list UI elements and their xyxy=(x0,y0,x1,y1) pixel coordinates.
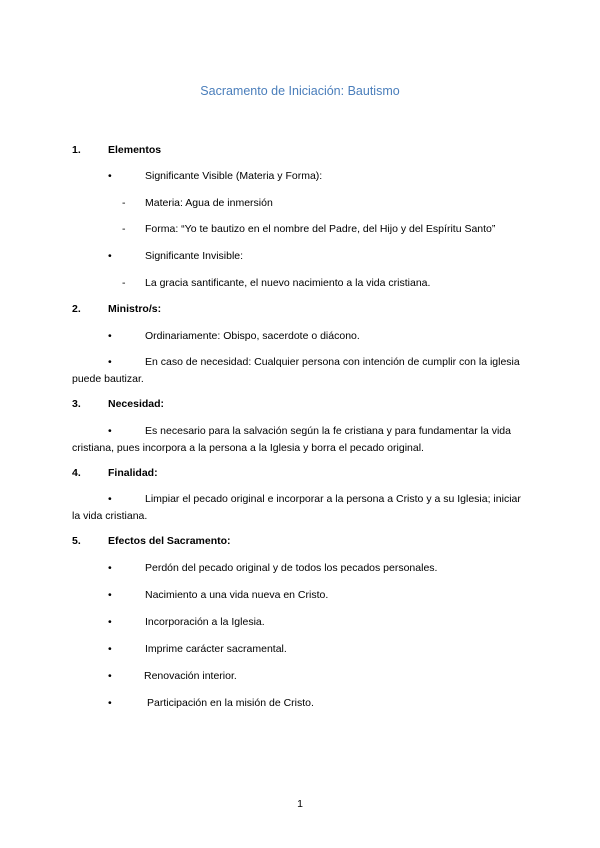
list-paragraph: En caso de necesidad: Cualquier persona con intención de cumplir con la iglesia puede bautizar. xyxy=(72,356,520,385)
bullet-marker: • xyxy=(108,670,112,682)
dash-marker: - xyxy=(122,197,126,209)
list-item: La gracia santificante, el nuevo nacimiento a la vida cristiana. xyxy=(145,277,431,289)
section-3-number: 3. xyxy=(72,398,81,410)
bullet-marker: • xyxy=(108,562,112,574)
list-item: Materia: Agua de inmersión xyxy=(145,197,273,209)
section-2-heading: Ministro/s: xyxy=(108,303,162,315)
list-item: Renovación interior. xyxy=(144,670,237,682)
section-4-heading: Finalidad: xyxy=(108,467,158,479)
bullet-marker: • xyxy=(108,616,112,628)
section-1-number: 1. xyxy=(72,144,81,156)
section-2-number: 2. xyxy=(72,303,81,315)
list-item: Perdón del pecado original y de todos los pecados personales. xyxy=(145,562,438,574)
bullet-marker: • xyxy=(108,250,112,262)
list-item: Significante Invisible: xyxy=(145,250,244,262)
bullet-marker: • xyxy=(108,643,112,655)
list-item: Imprime carácter sacramental. xyxy=(145,643,287,655)
bullet-marker: • xyxy=(108,356,112,368)
list-item: Participación en la misión de Cristo. xyxy=(147,697,314,709)
bullet-marker: • xyxy=(108,697,112,709)
section-3-heading: Necesidad: xyxy=(108,398,165,410)
list-item: Nacimiento a una vida nueva en Cristo. xyxy=(145,589,329,601)
section-5-heading: Efectos del Sacramento: xyxy=(108,535,231,547)
section-1-heading: Elementos xyxy=(108,144,162,156)
bullet-marker: • xyxy=(108,425,112,437)
page-number: 1 xyxy=(297,798,303,810)
page-title: Sacramento de Iniciación: Bautismo xyxy=(200,84,400,98)
list-paragraph: Es necesario para la salvación según la fe cristiana y para fundamentar la vida cristiana, pues incorpora a la persona a la Iglesia y borra el pecado original. xyxy=(72,425,511,454)
list-item: Ordinariamente: Obispo, sacerdote o diácono. xyxy=(145,330,360,342)
list-item: Forma: “Yo te bautizo en el nombre del Padre, del Hijo y del Espíritu Santo” xyxy=(145,223,496,235)
list-item: Incorporación a la Iglesia. xyxy=(145,616,265,628)
list-item: Significante Visible (Materia y Forma): xyxy=(145,170,323,182)
bullet-marker: • xyxy=(108,493,112,505)
list-paragraph: Limpiar el pecado original e incorporar a la persona a Cristo y a su Iglesia; iniciar la vida cristiana. xyxy=(72,493,521,522)
section-5-number: 5. xyxy=(72,535,81,547)
dash-marker: - xyxy=(122,277,126,289)
bullet-marker: • xyxy=(108,170,112,182)
bullet-marker: • xyxy=(108,330,112,342)
section-4-number: 4. xyxy=(72,467,81,479)
dash-marker: - xyxy=(122,223,126,235)
bullet-marker: • xyxy=(108,589,112,601)
